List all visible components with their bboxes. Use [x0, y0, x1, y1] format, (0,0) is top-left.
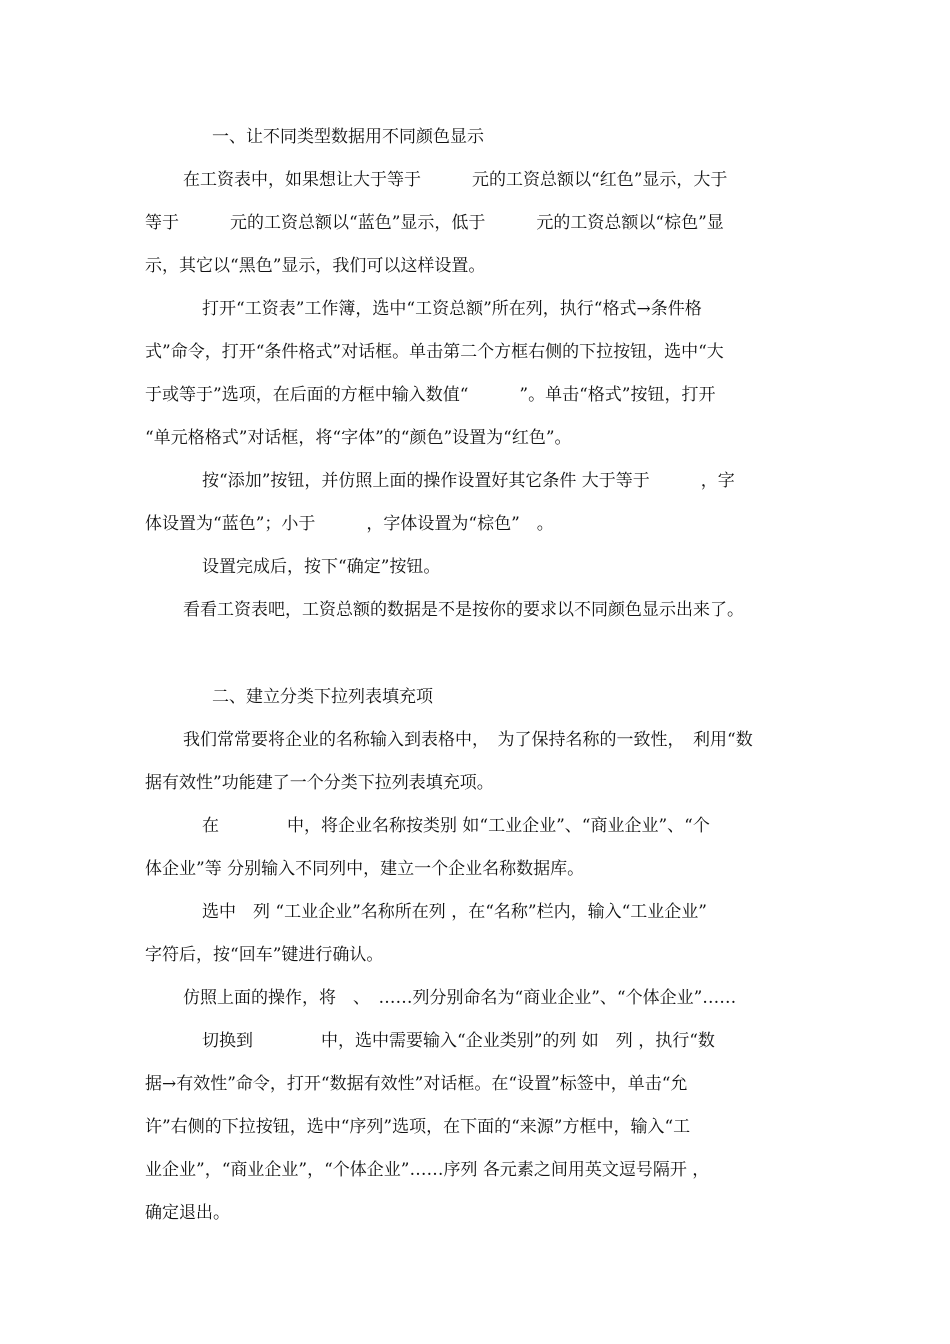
- section1-p3-line2: 体设置为“蓝色”；小于 ，字体设置为“棕色” 。: [145, 514, 554, 534]
- section1-heading: 一、让不同类型数据用不同颜色显示: [212, 127, 484, 147]
- section2-p5-line4: 业企业”，“商业企业”，“个体企业”……序列 各元素之间用英文逗号隔开 ，: [145, 1160, 710, 1180]
- section2-p3-line2: 字符后，按“回车”键进行确认。: [145, 945, 384, 965]
- section2-p2-line2: 体企业”等 分别输入不同列中，建立一个企业名称数据库。: [145, 859, 585, 879]
- section1-p2-line3: 于或等于”选项，在后面的方框中输入数值“ ”。单击“格式”按钮，打开: [145, 385, 716, 405]
- section1-p4: 设置完成后，按下“确定”按钮。: [202, 557, 441, 577]
- section2-p5-line1: 切换到 中，选中需要输入“企业类别”的列 如 列 ，执行“数: [202, 1031, 715, 1051]
- section1-p5: 看看工资表吧，工资总额的数据是不是按你的要求以不同颜色显示出来了。: [183, 600, 744, 620]
- section1-p2-line1: 打开“工资表”工作簿，选中“工资总额”所在列，执行“格式→条件格: [202, 299, 702, 319]
- section2-p5-line5: 确定退出。: [145, 1203, 230, 1223]
- section1-p2-line2: 式”命令，打开“条件格式”对话框。单击第二个方框右侧的下拉按钮，选中“大: [145, 342, 724, 362]
- section2-p5-line2: 据→有效性”命令，打开“数据有效性”对话框。在“设置”标签中，单击“允: [145, 1074, 688, 1094]
- section2-p2-line1: 在 中，将企业名称按类别 如“工业企业”、“商业企业”、“个: [202, 816, 710, 836]
- section2-p3-line1: 选中 列 “工业企业”名称所在列 ，在“名称”栏内，输入“工业企业”: [202, 902, 707, 922]
- section2-p4: 仿照上面的操作，将 、 ……列分别命名为“商业企业”、“个体企业”……: [183, 988, 737, 1008]
- section1-p2-line4: “单元格格式”对话框，将“字体”的“颜色”设置为“红色”。: [145, 428, 572, 448]
- section1-p1-line2: 等于 元的工资总额以“蓝色”显示，低于 元的工资总额以“棕色”显: [145, 213, 724, 233]
- section1-p3-line1: 按“添加”按钮，并仿照上面的操作设置好其它条件 大于等于 ，字: [202, 471, 735, 491]
- section2-p5-line3: 许”右侧的下拉按钮，选中“序列”选项，在下面的“来源”方框中，输入“工: [145, 1117, 691, 1137]
- section1-p1-line3: 示，其它以“黑色”显示，我们可以这样设置。: [145, 256, 486, 276]
- section2-p1-line1: 我们常常要将企业的名称输入到表格中， 为了保持名称的一致性， 利用“数: [183, 730, 753, 750]
- section2-heading: 二、建立分类下拉列表填充项: [212, 687, 433, 707]
- section2-p1-line2: 据有效性”功能建了一个分类下拉列表填充项。: [145, 773, 494, 793]
- section1-p1-line1: 在工资表中，如果想让大于等于 元的工资总额以“红色”显示，大于: [183, 170, 728, 190]
